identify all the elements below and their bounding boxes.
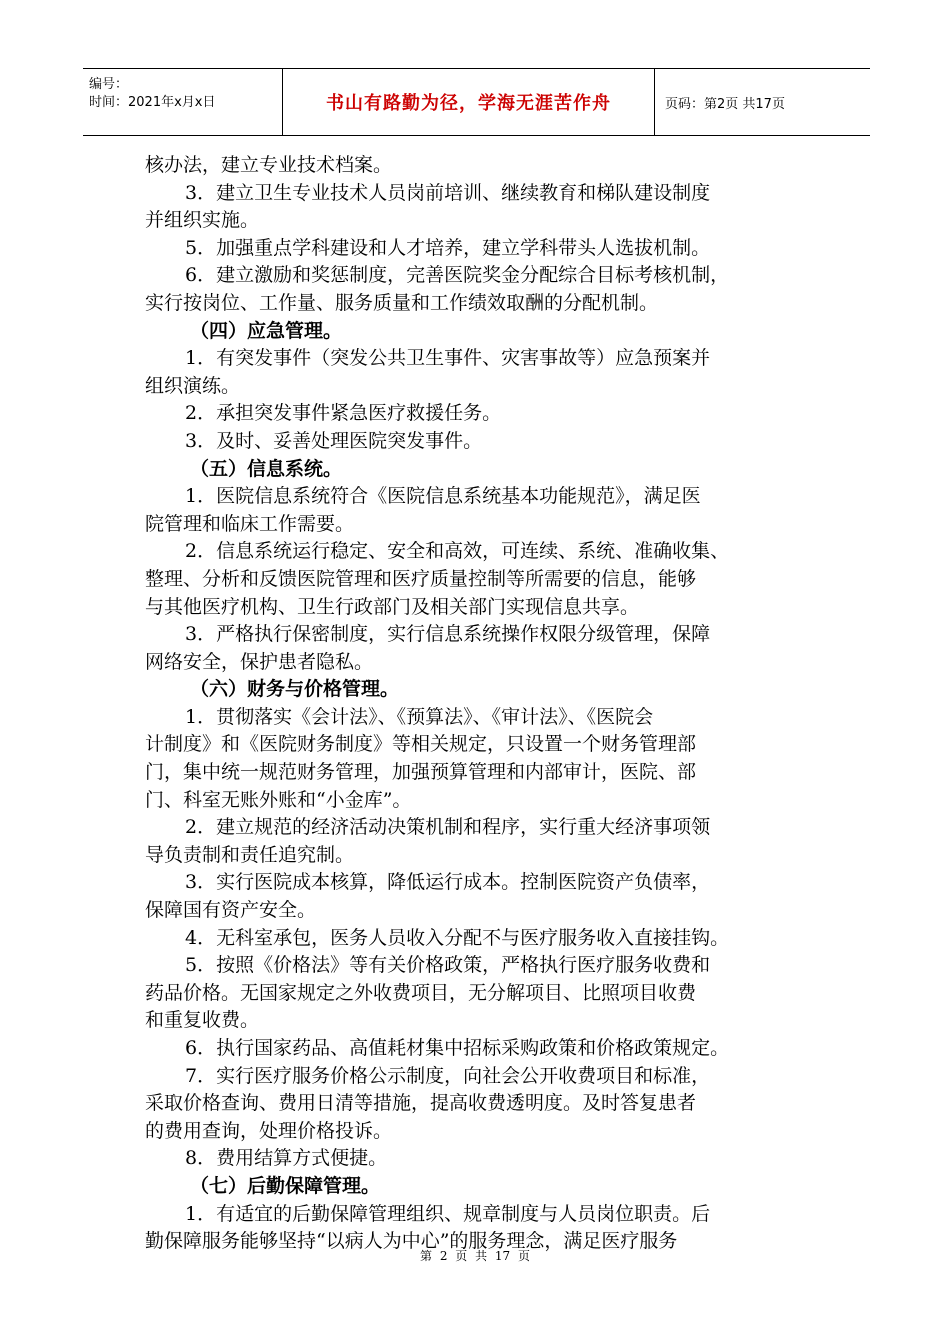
body-text-line: 4．无科室承包，医务人员收入分配不与医疗服务收入直接挂钩。 <box>185 926 730 949</box>
body-text-line: 整理、分析和反馈医院管理和医疗质量控制等所需要的信息，能够 <box>145 567 697 590</box>
header-meta <box>83 69 282 135</box>
body-text-line: 3．严格执行保密制度，实行信息系统操作权限分级管理，保障 <box>185 623 711 646</box>
body-text-line: 保障国有资产安全。 <box>145 899 317 922</box>
body-text-line: 6．建立激励和奖惩制度，完善医院奖金分配综合目标考核机制， <box>185 264 730 287</box>
body-text-line: 3．及时、妥善处理医院突发事件。 <box>185 429 483 452</box>
body-text-line: 勤保障服务能够坚持“以病人为中心”的服务理念，满足医疗服务 <box>145 1230 678 1253</box>
body-text-line: 8．费用结算方式便捷。 <box>185 1147 388 1170</box>
body-text-line: 网络安全，保护患者隐私。 <box>145 650 374 673</box>
body-text-line: 5．按照《价格法》等有关价格政策，严格执行医疗服务收费和 <box>185 954 711 977</box>
section-heading: （五）信息系统。 <box>190 457 343 480</box>
body-text-line: 采取价格查询、费用日清等措施，提高收费透明度。及时答复患者 <box>145 1092 697 1115</box>
body-text-line: 门，集中统一规范财务管理，加强预算管理和内部审计，医院、部 <box>145 761 697 784</box>
body-text-line: 1．贯彻落实《会计法》、《预算法》、《审计法》、《医院会 <box>185 705 654 728</box>
body-text-line: 门、科室无账外账和“小金库”。 <box>145 788 412 811</box>
body-text-line: 2．承担突发事件紧急医疗救援任务。 <box>185 402 502 425</box>
body-text-line: 实行按岗位、工作量、服务质量和工作绩效取酬的分配机制。 <box>145 291 659 314</box>
header-page-info: 页码：第2页 共17页 <box>665 96 785 112</box>
body-text-line: 计制度》和《医院财务制度》等相关规定，只设置一个财务管理部 <box>145 733 697 756</box>
body-text-line: 1．有突发事件（突发公共卫生事件、灾害事故等）应急预案并 <box>185 347 711 370</box>
body-text-line: 导负责制和责任追究制。 <box>145 843 355 866</box>
body-text-line: 药品价格。无国家规定之外收费项目，无分解项目、比照项目收费 <box>145 981 697 1004</box>
body-text-line: 核办法，建立专业技术档案。 <box>145 154 393 176</box>
body-text-line: 与其他医疗机构、卫生行政部门及相关部门实现信息共享。 <box>145 595 640 618</box>
body-text-line: 7．实行医疗服务价格公示制度，向社会公开收费项目和标准， <box>185 1064 711 1087</box>
page-header <box>83 68 870 136</box>
document-number-label: 编号： <box>89 77 129 92</box>
page-footer: 第 2 页 共 17 页 <box>420 1249 530 1263</box>
section-heading: （七）后勤保障管理。 <box>190 1174 381 1197</box>
body-text-line: 组织演练。 <box>145 374 241 397</box>
body-text-line: 的费用查询，处理价格投诉。 <box>145 1119 393 1142</box>
body-text-line: 1．有适宜的后勤保障管理组织、规章制度与人员岗位职责。后 <box>185 1202 711 1225</box>
body-text-line: 1．医院信息系统符合《医院信息系统基本功能规范》，满足医 <box>185 485 701 508</box>
body-text-line: 院管理和临床工作需要。 <box>145 512 355 535</box>
body-text-line: 2．信息系统运行稳定、安全和高效，可连续、系统、准确收集、 <box>185 540 730 563</box>
section-heading: （四）应急管理。 <box>190 319 343 342</box>
document-time-label: 时间：2021年x月x日 <box>89 95 216 110</box>
section-heading: （六）财务与价格管理。 <box>190 678 400 701</box>
header-motto: 书山有路勤为径，学海无涯苦作舟 <box>282 69 655 135</box>
body-text-line: 5．加强重点学科建设和人才培养，建立学科带头人选拔机制。 <box>185 236 711 259</box>
body-text-line: 和重复收费。 <box>145 1009 260 1032</box>
body-text-line: 并组织实施。 <box>145 209 260 232</box>
body-text-line: 2．建立规范的经济活动决策机制和程序，实行重大经济事项领 <box>185 816 711 839</box>
document-body <box>145 152 825 1256</box>
body-text-line: 6．执行国家药品、高值耗材集中招标采购政策和价格政策规定。 <box>185 1037 730 1059</box>
body-text-line: 3．实行医院成本核算，降低运行成本。控制医院资产负债率， <box>185 871 711 894</box>
body-text-line: 3．建立卫生专业技术人员岗前培训、继续教育和梯队建设制度 <box>185 181 711 204</box>
